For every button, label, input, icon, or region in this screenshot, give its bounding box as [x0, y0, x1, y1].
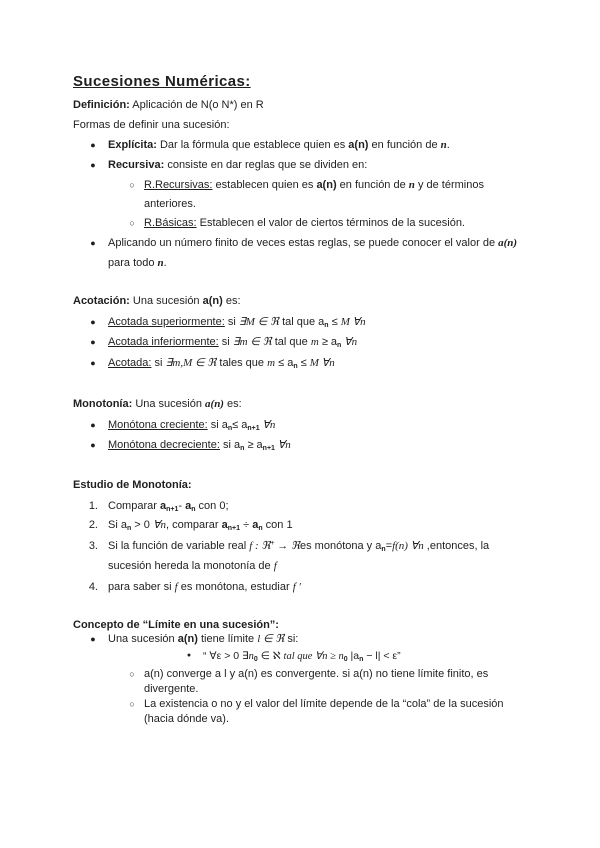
bullet-icon: ● [90, 317, 96, 327]
decreciente-op: ≥ a [244, 439, 263, 451]
formula-tq: tal que [283, 651, 313, 662]
creciente-label: Monótona creciente: [108, 419, 208, 431]
acotada-inf-math: ∃m ∈ ℜ [232, 336, 272, 348]
recursiva-item [108, 158, 367, 172]
acotada-inf-mid2: ≥ a [318, 336, 338, 348]
estudio-4-pre: para saber si [108, 581, 175, 593]
estudio-3-mid: es monótona y a [300, 540, 382, 552]
estudio-item-1 [108, 499, 229, 513]
explicita-end: . [446, 139, 450, 151]
acotada-sup-mid2: ≤ [328, 316, 341, 328]
acotacion-label: Acotación: [73, 295, 130, 307]
decreciente-label: Monótona decreciente: [108, 439, 220, 451]
formula-n0b-sub: 0 [343, 656, 348, 663]
acotada-m: m [267, 357, 276, 369]
decreciente-math: ∀n [274, 439, 291, 451]
explicita-n: n [440, 139, 447, 151]
list-number: 2. [88, 519, 98, 531]
acotada-sup-math2: M ∀n [340, 316, 366, 328]
aplicando-cont [108, 256, 167, 270]
recursiva-label: Recursiva: [108, 159, 165, 171]
estudio-2-mid3: ÷ [240, 519, 253, 531]
bullet-icon: ● [90, 160, 96, 170]
acotada-sup-math: ∃M ∈ ℜ [238, 316, 280, 328]
acotada-inf-item [108, 335, 357, 349]
definition-text: Aplicación de N(o N*) en R [129, 99, 264, 111]
estudio-4-f: f [174, 581, 178, 593]
acotada-mid3: ≤ [297, 357, 310, 369]
estudio-3-end: ,entonces, la [423, 540, 490, 552]
acotada-math2: M ∀n [309, 357, 335, 369]
limite-sub1-cont: divergente. [144, 683, 199, 695]
acotada-mid2: ≤ a [275, 357, 294, 369]
acotacion-an: a(n) [202, 295, 223, 307]
estudio-2-end: con 1 [262, 519, 293, 531]
formula-n0b: n [338, 651, 344, 662]
estudio-item-4 [108, 580, 301, 594]
acotada-inf-math2: ∀n [341, 336, 358, 348]
formula-q1: “ ∀ε > 0 ∃ [203, 650, 249, 662]
explicita-label: Explícita: [108, 139, 157, 151]
r-recursivas-text: establecen quien es [212, 179, 317, 191]
monotonia-end: es: [223, 398, 242, 410]
estudio-3-math4: ∀n [407, 540, 424, 552]
r-recursivas-item [144, 178, 484, 192]
r-basicas-item [144, 216, 465, 230]
estudio-1-a1: a [159, 500, 167, 512]
estudio-2-mid2: , comparar [166, 519, 222, 531]
acotada-inf-label: Acotada inferiormente: [108, 336, 219, 348]
acotada-inf-m: m [310, 336, 319, 348]
estudio-1-s1: n+1 [166, 506, 179, 513]
bullet-icon: ● [90, 634, 96, 644]
formas-line: Formas de definir una sucesión: [73, 119, 230, 131]
acotacion-end: es: [222, 295, 241, 307]
limite-formula [203, 649, 401, 664]
bullet-icon: ● [90, 420, 96, 430]
definition-line [73, 98, 264, 112]
formula-abs-sub: n [359, 656, 364, 663]
circle-bullet-icon: ○ [129, 669, 135, 679]
monotonia-heading [73, 397, 242, 411]
limite-sub1: a(n) converge a l y a(n) es convergente. si a(n) no tiene límite finito, es [144, 668, 489, 680]
estudio-3-s1: n [381, 546, 386, 553]
creciente-math: ∀n [259, 419, 276, 431]
r-recursivas-cont: anteriores. [144, 198, 196, 210]
formula-n0-sub: 0 [253, 656, 258, 663]
formula-n0: n [248, 651, 254, 662]
acotada-sup-sub: n [324, 322, 329, 329]
recursiva-text: consiste en dar reglas que se dividen en: [164, 159, 368, 171]
estudio-2-a2: a [252, 519, 259, 531]
estudio-3-mid2: = [385, 540, 393, 552]
estudio-1-mid: - [178, 500, 186, 512]
estudio-2-s3: n [258, 525, 263, 532]
explicita-item [108, 138, 450, 152]
r-recursivas-text2: en función de [336, 179, 409, 191]
estudio-3-sup: + [270, 540, 275, 547]
explicita-text: Dar la fórmula que establece quien es [156, 139, 349, 151]
limite-an: a(n) [177, 633, 198, 645]
acotada-sup-mid: tal que a [279, 316, 325, 328]
limite-sub2: La existencia o no y el valor del límite depende de la “cola” de la sucesión [144, 698, 504, 710]
limite-end: si: [284, 633, 299, 645]
estudio-3-math3: f(n) [392, 540, 408, 552]
limite-mid: tiene límite [197, 633, 258, 645]
estudio-3-pre: Si la función de variable real [108, 540, 250, 552]
creciente-sub2: n+1 [247, 425, 260, 432]
r-recursivas-n: n [408, 179, 415, 191]
acotada-inf-pre: si [218, 336, 233, 348]
acotada-sub: n [293, 363, 298, 370]
creciente-sub1: n [227, 425, 233, 432]
aplicando-n: n [157, 257, 164, 269]
estudio-item-3 [108, 539, 489, 553]
monotonia-text: Una sucesión [132, 398, 206, 410]
acotada-sup-label: Acotada superiormente: [108, 316, 225, 328]
page-title: Sucesiones Numéricas: [73, 73, 251, 90]
bullet-icon: ● [90, 238, 96, 248]
formula-abs: |a [347, 650, 360, 662]
estudio-1-a2: a [185, 500, 192, 512]
circle-bullet-icon: ○ [129, 699, 135, 709]
limite-item [108, 632, 298, 646]
list-number: 3. [88, 540, 98, 552]
decreciente-sub2: n+1 [262, 445, 275, 452]
estudio-item-2 [108, 518, 293, 532]
acotada-inf-sub: n [337, 342, 342, 349]
acotada-item [108, 356, 335, 370]
acotada-mid: tales que [216, 357, 268, 369]
aplicando-cont-text: para todo [108, 257, 158, 269]
acotada-sup-item [108, 315, 366, 329]
estudio-4-mid: es monótona, estudiar [177, 581, 293, 593]
definition-label: Definición: [73, 99, 130, 111]
estudio-2-mid: > 0 [131, 519, 153, 531]
bullet-icon: ● [90, 140, 96, 150]
aplicando-item [108, 236, 517, 250]
estudio-heading: Estudio de Monotonía: [73, 479, 192, 491]
bullet-icon: ● [90, 358, 96, 368]
monotonia-an: a(n) [205, 398, 224, 410]
estudio-3-math2: → ℜ [274, 540, 300, 552]
estudio-3-cont: sucesión hereda la monotonía de [108, 560, 274, 572]
r-recursivas-label: R.Recursivas: [144, 179, 213, 191]
decreciente-sub1: n [240, 445, 245, 452]
aplicando-text: Aplicando un número finito de veces estas reglas, se puede conocer el valor de [108, 237, 499, 249]
formula-mid2: ∀n ≥ [312, 651, 339, 662]
estudio-3-math: f : ℜ [249, 540, 271, 552]
r-basicas-text: Establecen el valor de ciertos términos de la sucesión. [196, 217, 465, 229]
formula-abs2: − l| < ε” [363, 650, 401, 662]
aplicando-an: a(n) [498, 237, 518, 249]
acotacion-text: Una sucesión [129, 295, 203, 307]
limite-sub2-cont: (hacia dónde va). [144, 713, 229, 725]
creciente-pre: si a [207, 419, 228, 431]
estudio-1-pre: Comparar [108, 500, 160, 512]
limite-pre: Una sucesión [108, 633, 178, 645]
estudio-2-s2: n+1 [227, 525, 241, 532]
monotonia-label: Monotonía: [73, 398, 133, 410]
acotada-pre: si [151, 357, 166, 369]
circle-bullet-icon: ○ [129, 218, 135, 228]
acotacion-heading [73, 294, 241, 308]
list-number: 4. [88, 581, 98, 593]
r-basicas-label: R.Básicas: [144, 217, 197, 229]
r-recursivas-text3: y de términos [414, 179, 484, 191]
circle-bullet-icon: ○ [129, 180, 135, 190]
explicita-text2: en función de [368, 139, 441, 151]
r-recursivas-an: a(n) [316, 179, 337, 191]
creciente-op: ≤ a [232, 419, 248, 431]
list-number: 1. [88, 500, 98, 512]
estudio-4-fp: f ′ [292, 581, 301, 593]
estudio-3-f: f [273, 560, 277, 572]
bullet-icon: ● [90, 337, 96, 347]
estudio-1-end: con 0; [195, 500, 229, 512]
estudio-2-math: ∀n [152, 519, 166, 531]
creciente-item [108, 418, 275, 432]
bullet-icon: ● [186, 652, 192, 659]
estudio-2-pre: Si a [108, 519, 127, 531]
estudio-item-3-cont [108, 559, 277, 573]
estudio-1-s2: n [191, 506, 196, 513]
formula-mid: ∈ ℵ [257, 650, 284, 662]
aplicando-end: . [163, 257, 167, 269]
estudio-2-s1: n [126, 525, 132, 532]
decreciente-item [108, 438, 291, 452]
limite-math: l ∈ ℜ [257, 633, 285, 645]
explicita-an: a(n) [348, 139, 369, 151]
limite-heading: Concepto de “Límite en una sucesión”: [73, 619, 279, 631]
acotada-math: ∃m,M ∈ ℜ [165, 357, 217, 369]
acotada-inf-mid: tal que [271, 336, 311, 348]
decreciente-pre: si a [219, 439, 241, 451]
acotada-sup-pre: si [224, 316, 239, 328]
bullet-icon: ● [90, 440, 96, 450]
estudio-2-a1: a [221, 519, 228, 531]
acotada-label: Acotada: [108, 357, 152, 369]
